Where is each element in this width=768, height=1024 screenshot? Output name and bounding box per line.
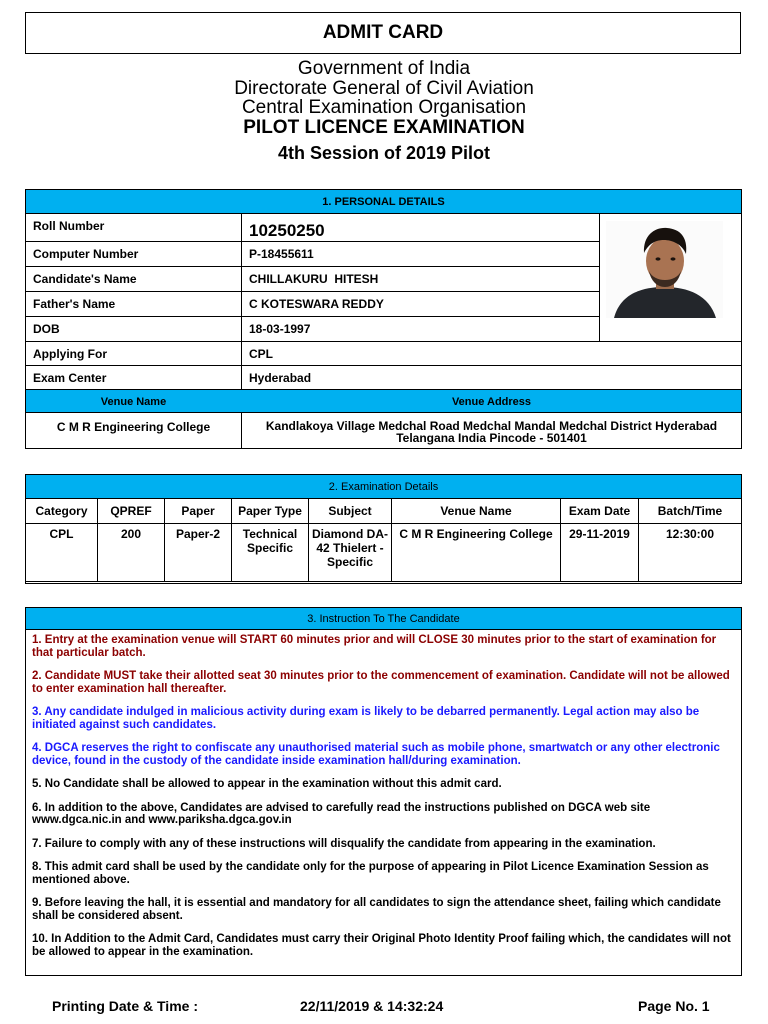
personal-details-heading: 1. PERSONAL DETAILS	[26, 190, 741, 214]
cell-venue-name: C M R Engineering College	[392, 524, 561, 582]
header-government: Government of India	[297, 58, 471, 79]
table-row	[26, 524, 742, 582]
exam-center-value: Hyderabad	[249, 370, 312, 385]
cell-batch-time: 12:30:00	[639, 524, 742, 582]
father-name-label: Father's Name	[33, 297, 116, 311]
instruction-item: 2. Candidate MUST take their allotted seat 30 minutes prior to the commencement of examination. Candidate will not be allowed to enter examination hall thereafter.	[32, 670, 730, 695]
header-exam-name: PILOT LICENCE EXAMINATION	[243, 117, 525, 138]
dob-value: 18-03-1997	[249, 322, 311, 336]
col-qpref: QPREF	[98, 499, 165, 524]
instructions-list	[26, 630, 741, 958]
col-batch-time: Batch/Time	[639, 499, 742, 524]
venue-name-header: Venue Name	[100, 395, 167, 408]
instruction-item: 10. In Addition to the Admit Card, Candidates must carry their Original Photo Identity Proof failing which, the candidates will not be allowed to appear in the examination.	[32, 933, 731, 958]
header-ceo: Central Examination Organisation	[241, 97, 527, 118]
header-dgca: Directorate General of Civil Aviation	[234, 78, 534, 99]
exam-details-heading: 2. Examination Details	[26, 475, 741, 499]
instructions-heading: 3. Instruction To The Candidate	[26, 608, 741, 630]
applying-for-label: Applying For	[33, 346, 107, 361]
instruction-item: 5. No Candidate shall be allowed to appear in the examination without this admit card.	[32, 778, 502, 790]
printing-date-label: Printing Date & Time :	[52, 998, 198, 1014]
venue-address-header: Venue Address	[451, 395, 532, 408]
instruction-item: 7. Failure to comply with any of these instructions will disqualify the candidate from appearing in the examination.	[32, 837, 656, 850]
instruction-item: 6. In addition to the above, Candidates are advised to carefully read the instructions published on DGCA web site www.dgca.nic.in and www.pariksha.dgca.gov.in	[32, 801, 651, 826]
candidate-name-value: CHILLAKURU HITESH	[249, 272, 379, 286]
admit-card-title: ADMIT CARD	[25, 12, 741, 54]
cell-category: CPL	[26, 524, 98, 582]
roll-number-label: Roll Number	[33, 219, 105, 233]
roll-number-value: 10250250	[249, 221, 325, 240]
table-header-row	[26, 499, 742, 524]
computer-number-value: P-18455611	[249, 247, 314, 261]
col-subject: Subject	[309, 499, 392, 524]
header-session: 4th Session of 2019 Pilot	[277, 143, 491, 163]
printing-date-value: 22/11/2019 & 14:32:24	[300, 998, 444, 1014]
cell-qpref: 200	[98, 524, 165, 582]
instruction-item: 8. This admit card shall be used by the candidate only for the purpose of appearing in Pilot Licence Examination Session as mentioned above.	[32, 861, 709, 886]
father-name-value: C KOTESWARA REDDY	[249, 297, 384, 311]
page-number: Page No. 1	[638, 998, 710, 1014]
computer-number-label: Computer Number	[33, 247, 139, 261]
instruction-item: 4. DGCA reserves the right to confiscate any unauthorised material such as mobile phone, smartwatch or any other electronic device, found in the custody of the candidate inside examination hall/during examination.	[32, 742, 720, 767]
applying-for-value: CPL	[249, 346, 273, 361]
exam-details-table	[25, 498, 742, 582]
venue-address-value: Kandlakoya Village Medchal Road Medchal Mandal Medchal District Hyderabad Telangana India Pincode - 501401	[265, 419, 718, 445]
col-category: Category	[26, 499, 98, 524]
instruction-item: 3. Any candidate indulged in malicious activity during exam is likely to be debarred permanently. Legal action may also be initiated against such candidates.	[32, 706, 700, 731]
candidate-photo	[606, 221, 723, 318]
cell-paper-type: Technical Specific	[232, 524, 309, 582]
col-paper: Paper	[165, 499, 232, 524]
grid-divider	[599, 214, 600, 341]
cell-paper: Paper-2	[165, 524, 232, 582]
dob-label: DOB	[33, 322, 60, 336]
instructions-section	[25, 607, 742, 976]
cell-subject: Diamond DA-42 Thielert - Specific	[309, 524, 392, 582]
col-paper-type: Paper Type	[232, 499, 309, 524]
candidate-name-label: Candidate's Name	[33, 272, 137, 286]
personal-details-section	[25, 189, 742, 449]
instruction-item: 9. Before leaving the hall, it is essential and mandatory for all candidates to sign the attendance sheet, failing which candidate shall be considered absent.	[32, 897, 721, 922]
cell-exam-date: 29-11-2019	[561, 524, 639, 582]
instruction-item: 1. Entry at the examination venue will START 60 minutes prior and will CLOSE 30 minutes prior to the start of examination for that particular batch.	[32, 634, 717, 659]
col-exam-date: Exam Date	[561, 499, 639, 524]
exam-center-label: Exam Center	[33, 370, 107, 385]
venue-name-value: C M R Engineering College	[56, 420, 211, 434]
col-venue-name: Venue Name	[392, 499, 561, 524]
exam-details-section	[25, 474, 742, 584]
